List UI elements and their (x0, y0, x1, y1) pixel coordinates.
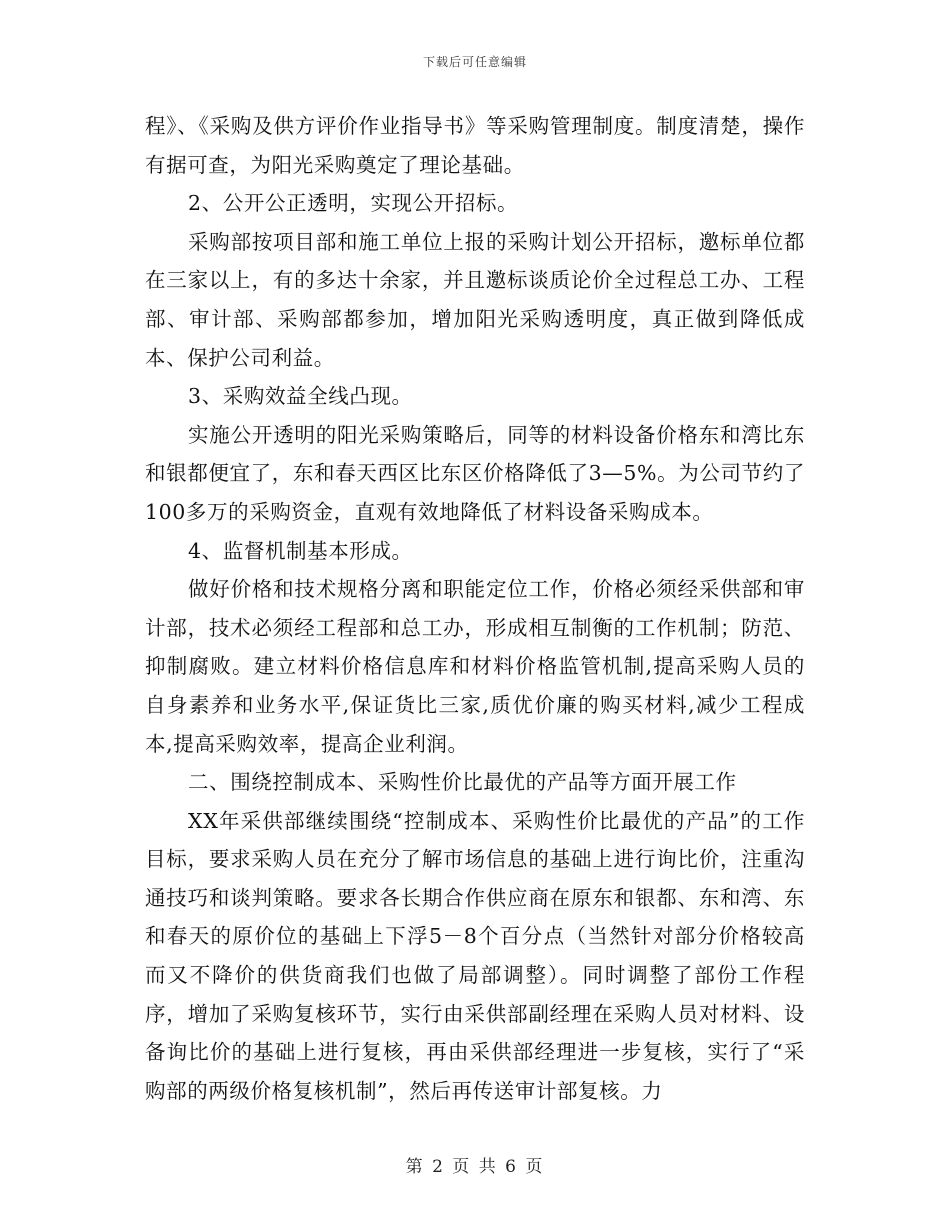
heading-item-4: 4、监督机制基本形成。 (188, 538, 413, 563)
paragraph-continuation: 程》、《采购及供方评价作业指导书》等采购管理制度。制度清楚，操作有据可查，为阳光采购奠定了理论基础。 (145, 114, 805, 177)
paragraph-benefits: 实施公开透明的阳光采购策略后，同等的材料设备价格东和湾比东和银都便宜了，东和春天西区比东区价格降低了3—5%。为公司节约了100多万的采购资金，直观有效地降低了材料设备采购成本。 (145, 422, 805, 524)
page-footer: 第 2 页 共 6 页 (405, 1157, 545, 1177)
section-heading-2: 二、围绕控制成本、采购性价比最优的产品等方面开展工作 (188, 770, 737, 795)
page-header: 下载后可任意编辑 (422, 55, 527, 69)
paragraph-supervision: 做好价格和技术规格分离和职能定位工作，价格必须经采供部和审计部，技术必须经工程部和总工办，形成相互制衡的工作机制；防范、抑制腐败。建立材料价格信息库和材料价格监管机制,提高采购人员的自身素养和业务水平,保证货比三家,质优价廉的购买材料,减少工程成本,提高采购效率，提高企业利润。 (145, 577, 805, 756)
heading-item-3: 3、采购效益全线凸现。 (188, 384, 413, 409)
heading-item-2: 2、公开公正透明，实现公开招标。 (188, 191, 519, 216)
paragraph-open-bidding: 采购部按项目部和施工单位上报的采购计划公开招标，邀标单位都在三家以上，有的多达十余家，并且邀标谈质论价全过程总工办、工程部、审计部、采购部都参加，增加阳光采购透明度，真正做到降低成本、保护公司利益。 (145, 229, 805, 370)
paragraph-cost-control: XX年采供部继续围绕“控制成本、采购性价比最优的产品”的工作目标，要求采购人员在充分了解市场信息的基础上进行询比价，注重沟通技巧和谈判策略。要求各长期合作供应商在原东和银都、东和湾、东和春天的原价位的基础上下浮5－8个百分点（当然针对部分价格较高而又不降价的供货商我们也做了局部调整）。同时调整了部份工作程序，增加了采购复核环节，实行由采供部副经理在采购人员对材料、设备询比价的基础上进行复核，再由采供部经理进一步复核，实行了“采购部的两级价格复核机制”，然后再传送审计部复核。力 (145, 808, 805, 1103)
document-body (145, 107, 805, 1110)
